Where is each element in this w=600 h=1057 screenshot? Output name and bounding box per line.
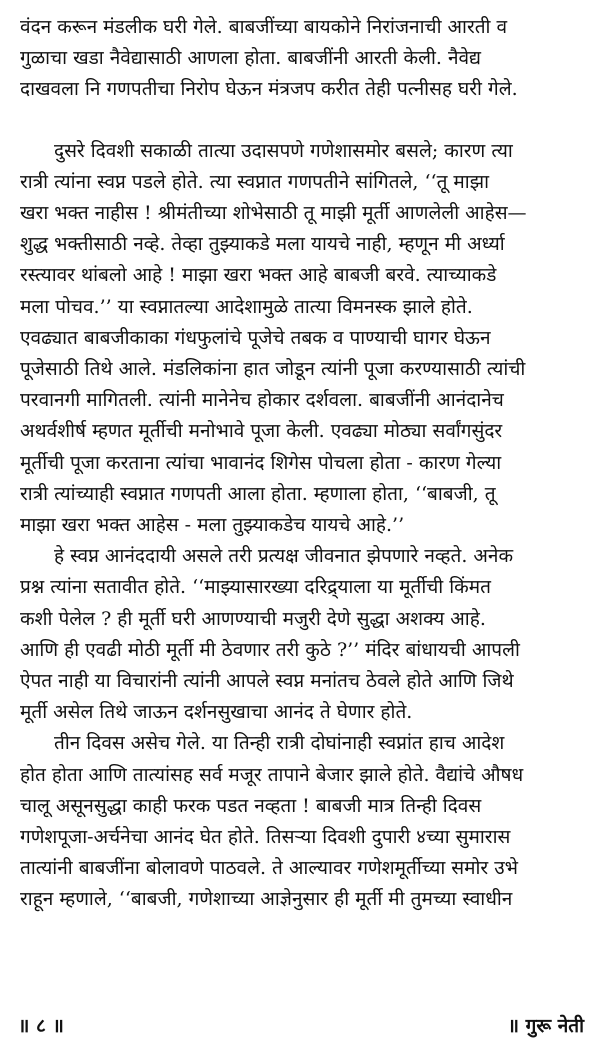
text-line: प्रश्न त्यांना सतावीत होते. ‘‘माझ्यासारख्या दरिद्र्याला या मूर्तीची किंमत [20, 576, 491, 599]
text-line: एवढ्यात बाबजीकाका गंधफुलांचे पूजेचे तबक व पाण्याची घागर घेऊन [20, 326, 491, 349]
text-line: मला पोचव.’’ या स्वप्नातल्या आदेशामुळे तात्या विमनस्क झाले होते. [20, 295, 473, 318]
text-line: दाखवला नि गणपतीचा निरोप घेऊन मंत्रजप करीत तेही पत्नीसह घरी गेले. [20, 78, 518, 101]
text-line: चालू असूनसुद्धा काही फरक पडत नव्हता ! बाबजी मात्र तिन्ही दिवस [20, 794, 482, 817]
text-line: गुळाचा खडा नैवेद्यासाठी आणला होता. बाबजींनी आरती केली. नैवेद्य [20, 47, 482, 70]
book-title: ॥ गुरू नेती [507, 1015, 584, 1037]
text-line: माझा खरा भक्त आहेस - मला तुझ्याकडेच यायचे आहे.’’ [20, 514, 405, 537]
text-line: तीन दिवस असेच गेले. या तिन्ही रात्री दोघांनाही स्वप्नांत हाच आदेश [54, 732, 505, 755]
text-line: मूर्तीची पूजा करताना त्यांचा भावानंद शिगेस पोचला होता - कारण गेल्या [20, 451, 502, 474]
text-line: गणेशपूजा-अर्चनेचा आनंद घेत होते. तिसऱ्या दिवशी दुपारी ४च्या सुमारास [20, 826, 511, 849]
page-number: ॥ ८ ॥ [18, 1015, 64, 1037]
text-line: शुद्ध भक्तीसाठी नव्हे. तेव्हा तुझ्याकडे मला यायचे नाही, म्हणून मी अर्ध्या [20, 233, 505, 256]
text-line: कशी पेलेल ? ही मूर्ती घरी आणण्याची मजुरी देणे सुद्धा अशक्य आहे. [20, 607, 486, 630]
text-line: राहून म्हणाले, ‘‘बाबजी, गणेशाच्या आज्ञेनुसार ही मूर्ती मी तुमच्या स्वाधीन [20, 888, 513, 911]
paragraph-2 [20, 136, 584, 542]
paragraph-1 [20, 12, 584, 106]
text-line: अथर्वशीर्ष म्हणत मूर्तीची मनोभावे पूजा केली. एवढ्या मोठ्या सर्वांगसुंदर [20, 420, 503, 443]
text-line: पूजेसाठी तिथे आले. मंडलिकांना हात जोडून त्यांनी पूजा करण्यासाठी त्यांची [20, 358, 526, 381]
text-line: रात्री त्यांना स्वप्न पडले होते. त्या स्वप्नात गणपतीने सांगितले, ‘‘तू माझा [20, 170, 490, 193]
text-line: होत होता आणि तात्यांसह सर्व मजूर तापाने बेजार झाले होते. वैद्यांचे औषध [20, 763, 524, 786]
text-line: रात्री त्यांच्याही स्वप्नात गणपती आला होता. म्हणाला होता, ‘‘बाबजी, तू [20, 482, 496, 505]
text-line: ऐपत नाही या विचारांनी त्यांनी आपले स्वप्न मनांतच ठेवले होते आणि जिथे [20, 670, 514, 693]
text-line: खरा भक्त नाहीस ! श्रीमंतीच्या शोभेसाठी तू माझी मूर्ती आणलेली आहेस— [20, 202, 527, 225]
page-footer [18, 1010, 584, 1040]
text-line: दुसरे दिवशी सकाळी तात्या उदासपणे गणेशासमोर बसले; कारण त्या [54, 139, 513, 162]
text-line: वंदन करून मंडलीक घरी गेले. बाबजींच्या बायकोने निरांजनाची आरती व [20, 16, 508, 38]
text-line: आणि ही एवढी मोठी मूर्ती मी ठेवणार तरी कुठे ?’’ मंदिर बांधायची आपली [20, 638, 520, 661]
text-line: मूर्ती असेल तिथे जाऊन दर्शनसुखाचा आनंद ते घेणार होते. [20, 701, 413, 724]
paragraph-3 [20, 541, 584, 728]
paragraph-4 [20, 728, 584, 915]
text-line: परवानगी मागितली. त्यांनी मानेनेच होकार दर्शवला. बाबजींनी आनंदानेच [20, 389, 504, 412]
text-line: हे स्वप्न आनंददायी असले तरी प्रत्यक्ष जीवनात झेपणारे नव्हते. अनेक [54, 545, 514, 568]
text-line: तात्यांनी बाबजींना बोलावणे पाठवले. ते आल्यावर गणेशमूर्तीच्या समोर उभे [20, 857, 519, 880]
text-line: रस्त्यावर थांबलो आहे ! माझा खरा भक्त आहे बाबजी बरवे. त्याच्याकडे [20, 264, 497, 287]
